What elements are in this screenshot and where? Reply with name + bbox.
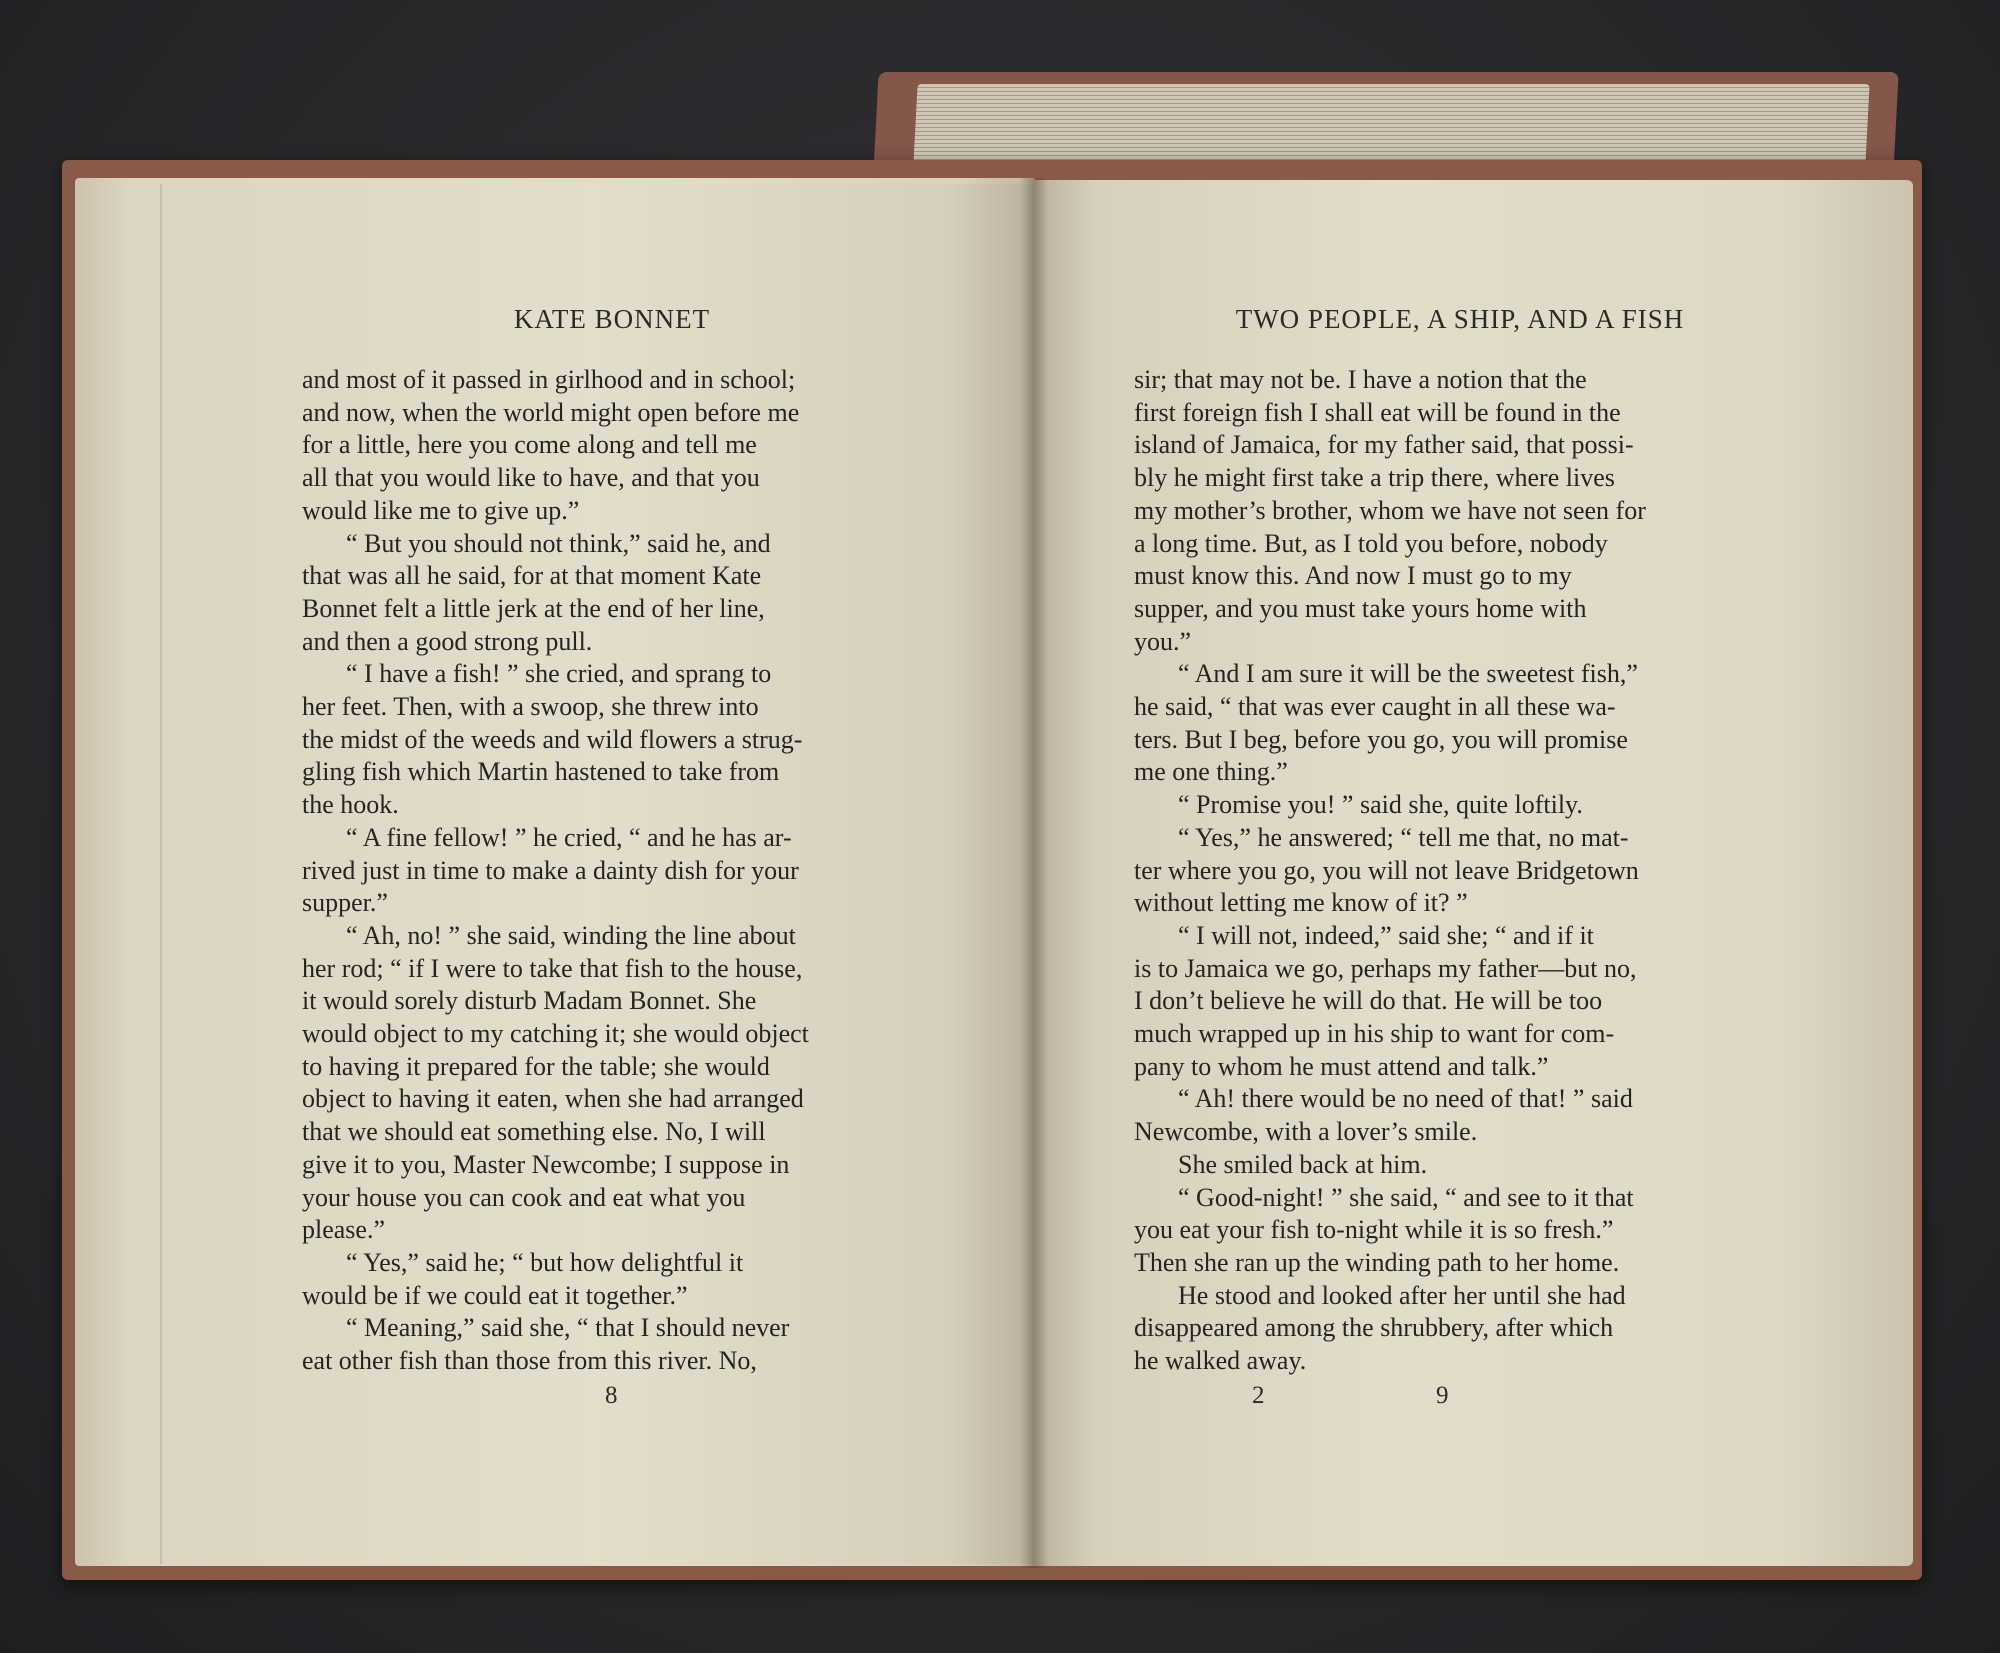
running-head-right: TWO PEOPLE, A SHIP, AND A FISH bbox=[1235, 304, 1685, 334]
text-line: “ Ah, no! ” she said, winding the line about bbox=[346, 920, 796, 950]
text-line: your house you can cook and eat what you bbox=[302, 1182, 746, 1212]
text-line: and now, when the world might open before me bbox=[302, 397, 800, 427]
text-line: “ And I am sure it will be the sweetest fish,” bbox=[1178, 659, 1638, 689]
text-line: please.” bbox=[302, 1215, 386, 1245]
text-line: gling fish which Martin hastened to take from bbox=[302, 757, 780, 787]
text-line: eat other fish than those from this river. No, bbox=[302, 1346, 757, 1376]
text-line: sir; that may not be. I have a notion that the bbox=[1134, 365, 1587, 394]
text-line: much wrapped up in his ship to want for com- bbox=[1134, 1019, 1615, 1049]
text-line: and most of it passed in girlhood and in school; bbox=[302, 365, 796, 394]
text-line: he said, “ that was ever caught in all these wa- bbox=[1134, 692, 1616, 722]
text-line: supper.” bbox=[302, 888, 388, 918]
text-line: ters. But I beg, before you go, you will promise bbox=[1134, 724, 1628, 754]
text-line: a long time. But, as I told you before, nobody bbox=[1134, 528, 1608, 558]
text-line: Then she ran up the winding path to her home. bbox=[1134, 1247, 1620, 1277]
text-line: first foreign fish I shall eat will be found in the bbox=[1134, 397, 1621, 427]
text-line: my mother’s brother, whom we have not seen for bbox=[1134, 495, 1646, 525]
book-gutter bbox=[1020, 178, 1048, 1568]
text-line: object to having it eaten, when she had arranged bbox=[302, 1084, 804, 1114]
text-line: the hook. bbox=[302, 790, 399, 820]
text-line: must know this. And now I must go to my bbox=[1134, 561, 1572, 591]
text-line: I don’t believe he will do that. He will be too bbox=[1134, 986, 1603, 1016]
text-line: without letting me know of it? ” bbox=[1134, 888, 1468, 918]
text-line: would like me to give up.” bbox=[302, 495, 580, 525]
text-line: her rod; “ if I were to take that fish to the house, bbox=[302, 953, 803, 983]
text-line: and then a good strong pull. bbox=[302, 626, 593, 656]
text-line: “ But you should not think,” said he, and bbox=[346, 528, 771, 558]
text-line: disappeared among the shrubbery, after which bbox=[1134, 1313, 1614, 1343]
text-line: would be if we could eat it together.” bbox=[302, 1280, 688, 1310]
right-page-text bbox=[1134, 364, 1760, 1378]
text-line: he walked away. bbox=[1134, 1346, 1307, 1376]
text-line: is to Jamaica we go, perhaps my father—but no, bbox=[1134, 953, 1637, 983]
text-line: me one thing.” bbox=[1134, 757, 1288, 787]
left-page-text bbox=[302, 364, 924, 1378]
signature-mark: 2 bbox=[1252, 1382, 1265, 1409]
text-line: She smiled back at him. bbox=[1178, 1149, 1428, 1179]
text-line: He stood and looked after her until she had bbox=[1178, 1280, 1626, 1310]
text-line: Newcombe, with a lover’s smile. bbox=[1134, 1117, 1478, 1147]
text-line: supper, and you must take yours home with bbox=[1134, 593, 1587, 623]
text-line: that was all he said, for at that moment Kate bbox=[302, 561, 762, 591]
running-head-left: KATE BONNET bbox=[513, 304, 711, 334]
text-line: to having it prepared for the table; she would bbox=[302, 1051, 770, 1081]
text-line: that we should eat something else. No, I will bbox=[302, 1117, 766, 1147]
text-line: “ Good-night! ” she said, “ and see to it that bbox=[1178, 1182, 1634, 1212]
text-line: “ Ah! there would be no need of that! ” said bbox=[1178, 1084, 1633, 1114]
text-line: all that you would like to have, and that you bbox=[302, 463, 760, 493]
text-line: “ Promise you! ” said she, quite loftily. bbox=[1178, 790, 1583, 820]
text-line: her feet. Then, with a swoop, she threw into bbox=[302, 692, 759, 722]
text-line: Bonnet felt a little jerk at the end of her line, bbox=[302, 593, 765, 623]
text-line: “ I will not, indeed,” said she; “ and if it bbox=[1178, 920, 1594, 950]
text-line: “ Meaning,” said she, “ that I should never bbox=[346, 1313, 790, 1343]
page-number-left: 8 bbox=[605, 1382, 618, 1409]
page-number-right: 9 bbox=[1436, 1382, 1449, 1409]
text-line: ter where you go, you will not leave Bridgetown bbox=[1134, 855, 1639, 885]
text-line: it would sorely disturb Madam Bonnet. She bbox=[302, 986, 757, 1016]
text-line: you eat your fish to-night while it is so fresh.” bbox=[1134, 1215, 1614, 1245]
text-line: would object to my catching it; she would object bbox=[302, 1019, 809, 1049]
text-line: “ Yes,” said he; “ but how delightful it bbox=[346, 1247, 744, 1277]
text-line: rived just in time to make a dainty dish for your bbox=[302, 855, 799, 885]
text-line: “ Yes,” he answered; “ tell me that, no mat- bbox=[1178, 822, 1629, 852]
text-line: bly he might first take a trip there, where lives bbox=[1134, 463, 1615, 493]
text-line: “ A fine fellow! ” he cried, “ and he has ar- bbox=[346, 822, 792, 852]
text-line: for a little, here you come along and tell me bbox=[302, 430, 757, 460]
text-line: island of Jamaica, for my father said, that possi- bbox=[1134, 430, 1634, 460]
text-line: pany to whom he must attend and talk.” bbox=[1134, 1051, 1549, 1081]
text-line: you.” bbox=[1134, 626, 1192, 656]
text-line: give it to you, Master Newcombe; I suppose in bbox=[302, 1149, 790, 1179]
text-line: the midst of the weeds and wild flowers a strug- bbox=[302, 724, 803, 754]
text-line: “ I have a fish! ” she cried, and sprang to bbox=[346, 659, 772, 689]
